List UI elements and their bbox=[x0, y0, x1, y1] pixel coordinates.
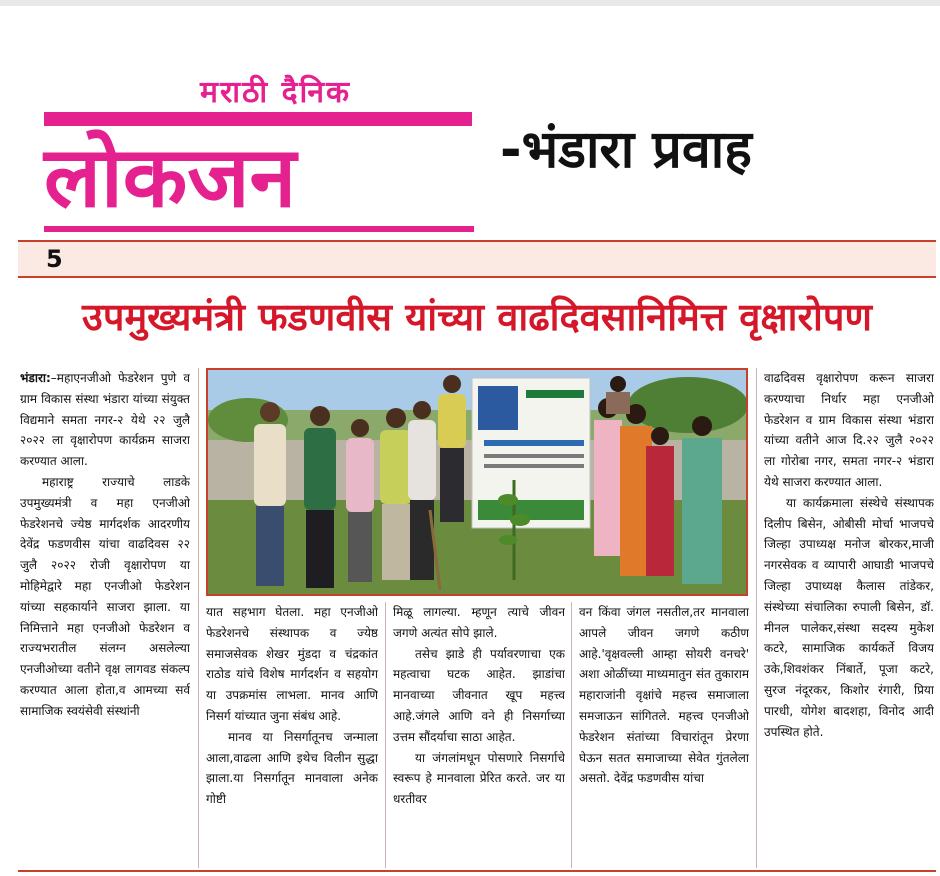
tree-plantation-photo bbox=[208, 370, 746, 594]
article-paragraph: या कार्यक्रमाला संस्थेचे संस्थापक दिलीप बिसेन, ओबीसी मोर्चा भाजपचे जिल्हा उपाध्यक्ष मनोज बोरकर,माजी नगरसेवक व व्यापारी आघाडी भाजपचे जिल्हा उपाध्यक्ष कैलास तांडेकर, संस्थेच्या संचालिका रुपाली बिसेन, डॉ. मीनल पालेकर,संस्था सदस्य मुकेश कटरे, सामाजिक कार्यकर्ते विजय उके,शिवशंकर निंबार्ते, पूजा कटरे, सुरज नंदूरकर, किशोर रंगारी, प्रिया पारधी, योगेश बादशहा, विनोद आदी उपस्थित होते. bbox=[764, 495, 934, 739]
article-headline: उपमुख्यमंत्री फडणवीस यांच्या वाढदिवसानिमित्त वृक्षारोपण bbox=[82, 295, 872, 339]
article-paragraph: वाढदिवस वृक्षारोपण करून साजरा करण्याचा निर्धार महा एनजीओ फेडरेशन व ग्राम विकास संस्था भंडारा यांच्या वतीने आज दि.२२ जुलै २०२२ ला गोरोबा नगर, समता नगर-२ भंडारा येथे साजरा करण्यात आला. bbox=[764, 371, 934, 489]
article-paragraph: या जंगलांमधून पोसणारे निसर्गाचे स्वरूप हे मानवाला प्रेरित करते. जर या धरतीवर bbox=[393, 750, 565, 807]
article-paragraph: महाराष्ट्र राज्याचे लाडके उपमुख्यमंत्री व महा एनजीओ फेडरेशनचे ज्येष्ठ मार्गदर्शक आदरणीय देवेंद्र फडणवीस यांचा वाढदिवस २२ जुलै २०२२ रोजी वृक्षारोपण या मोहिमेद्वारे महा एनजीओ फेडरेशन यांच्या सहकार्याने साजरा झाला. या निमित्ताने महा एनजीओ फेडरेशन व राज्यभरातील संलग्न असलेल्या एनजीओच्या वतीने वृक्ष लागवड संकल्प करण्यात आला होता,व आमच्या सर्व सामाजिक स्वयंसेवी संस्थांनी bbox=[20, 474, 190, 718]
article-column-2 bbox=[206, 602, 378, 868]
article-column-1 bbox=[20, 368, 190, 868]
page-number: 5 bbox=[46, 245, 63, 273]
article-paragraph: मानव या निसर्गातूनच जन्माला आला,वाढला आणि इथेच विलीन सुद्धा झाला.या निसर्गातून मानवाला अनेक गोष्टी bbox=[206, 729, 378, 807]
article-column-5 bbox=[764, 368, 934, 868]
section-title: -भंडारा प्रवाह bbox=[500, 120, 752, 180]
column-divider bbox=[385, 602, 386, 868]
article-paragraph: वन किंवा जंगल नसतील,तर मानवाला आपले जीवन जगणे कठीण आहे.'वृक्षवल्ली आम्हा सोयरी वनचरे' अशा ओळींच्या माध्यमातुन संत तुकाराम महाराजांनी वृक्षांचे महत्त्व समाजाला समजाऊन सांगितले. महत्त्व एनजीओ फेडरेशन संतांच्या विचारांतून प्रेरणा घेऊन सतत समाजाच्या सेवेत गुंतलेला असतो. देवेंद्र फडणवीस यांचा bbox=[579, 605, 749, 786]
masthead-underline bbox=[44, 226, 474, 232]
article-paragraph: तसेच झाडे ही पर्यावरणाचा एक महत्वाचा घटक आहेत. झाडांचा मानवाच्या जीवनात खूप महत्त्व आहे.जंगले आणि वने ही निसर्गाच्या उत्तम सौंदर्याचा साठा आहेत. bbox=[393, 646, 565, 744]
page-number-strip bbox=[18, 240, 936, 278]
column-divider bbox=[571, 602, 572, 868]
article-column-3 bbox=[393, 602, 565, 868]
article-paragraph: यात सहभाग घेतला. महा एनजीओ फेडरेशनचे संस्थापक व ज्येष्ठ समाजसेवक शेखर मुंडदा व चंद्रकांत राठोड यांचे विशेष मार्गदर्शन व सहयोग या उपक्रमांस लाभला. मानव आणि निसर्ग यांच्यात जुना संबंध आहे. bbox=[206, 605, 378, 723]
paragraph-text: –महाएनजीओ फेडरेशन पुणे व ग्राम विकास संस्था भंडारा यांच्या संयुक्त विद्यमाने समता नगर-२ येथे २२ जुलै २०२२ ला वृक्षारोपण कार्यक्रम साजरा करण्यात आला. bbox=[20, 371, 190, 469]
bottom-rule bbox=[18, 870, 936, 872]
masthead-subtitle: मराठी दैनिक bbox=[200, 75, 352, 110]
dateline: भंडारा: bbox=[20, 371, 51, 385]
masthead-bar bbox=[44, 112, 472, 126]
masthead-logo: लोकजन bbox=[44, 128, 297, 226]
article-paragraph: मिळू लागल्या. म्हणून त्याचे जीवन जगणे अत्यंत सोपे झाले. bbox=[393, 605, 565, 640]
article-column-4 bbox=[579, 602, 749, 868]
event-photo bbox=[206, 368, 748, 596]
top-strip bbox=[0, 0, 940, 6]
article-paragraph bbox=[20, 368, 190, 472]
column-divider bbox=[756, 368, 757, 868]
column-divider bbox=[198, 368, 199, 868]
